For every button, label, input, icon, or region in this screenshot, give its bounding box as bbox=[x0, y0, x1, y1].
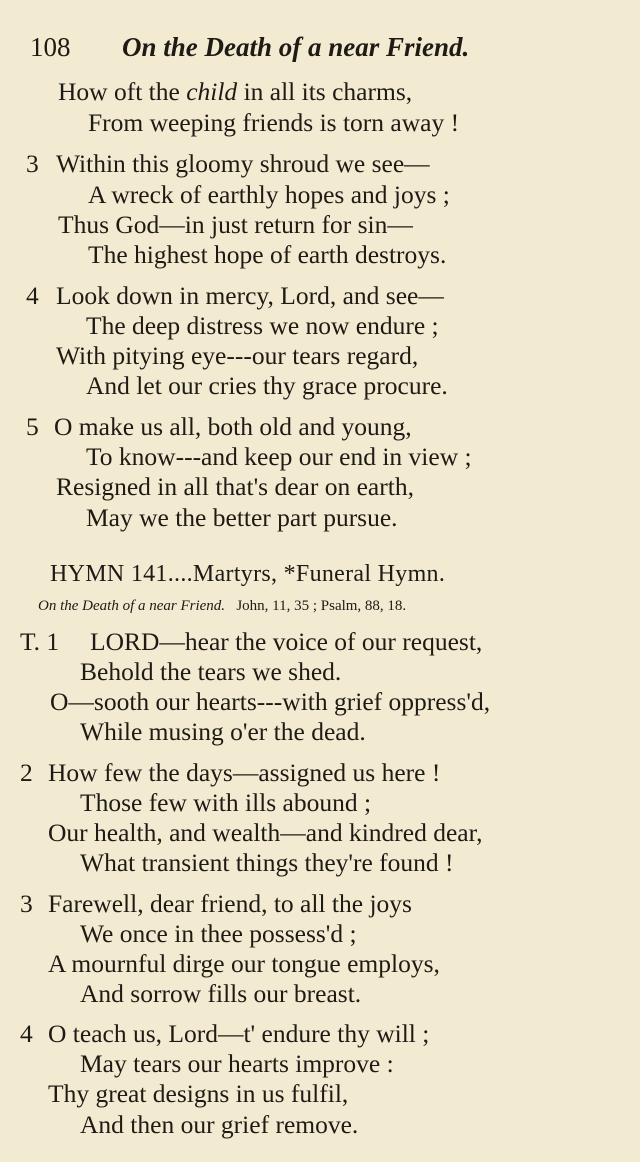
verse-line: O teach us, Lord—t' endure thy will ; bbox=[48, 1019, 430, 1048]
verse-line: O—sooth our hearts---with grief oppress'd, bbox=[50, 687, 491, 716]
verse-line: Those few with ills abound ; bbox=[80, 788, 372, 817]
verse-line: From weeping friends is torn away ! bbox=[88, 108, 460, 137]
verse-line: Look down in mercy, Lord, and see— bbox=[56, 281, 444, 310]
verse-line: May tears our hearts improve : bbox=[80, 1049, 394, 1078]
verse-line: May we the better part pursue. bbox=[86, 503, 398, 532]
stanza-number: 4 bbox=[20, 1019, 33, 1048]
verse-line: Farewell, dear friend, to all the joys bbox=[48, 889, 412, 918]
verse-line: Thus God—in just return for sin— bbox=[58, 210, 413, 239]
verse-line: We once in thee possess'd ; bbox=[80, 919, 357, 948]
page-header bbox=[30, 32, 620, 72]
stanza-number: 2 bbox=[20, 758, 33, 787]
verse-line: And let our cries thy grace procure. bbox=[86, 371, 448, 400]
verse-line: Thy great designs in us fulfil, bbox=[48, 1079, 349, 1108]
hymn-subtitle bbox=[38, 598, 406, 615]
scripture-references: John, 11, 35 ; Psalm, 88, 18. bbox=[236, 598, 407, 614]
verse-line: What transient things they're found ! bbox=[80, 848, 454, 877]
verse-line: With pitying eye---our tears regard, bbox=[56, 341, 419, 370]
verse-line: How few the days—assigned us here ! bbox=[48, 758, 441, 787]
verse-line: A mournful dirge our tongue employs, bbox=[48, 949, 440, 978]
running-title: On the Death of a near Friend. bbox=[122, 32, 470, 62]
verse-line: And then our grief remove. bbox=[80, 1110, 359, 1139]
verse-line: While musing o'er the dead. bbox=[80, 717, 366, 746]
verse-line: And sorrow fills our breast. bbox=[80, 979, 362, 1008]
hymn-title: HYMN 141....Martyrs, *Funeral Hymn. bbox=[50, 561, 446, 587]
stanza-number: 4 bbox=[26, 281, 39, 310]
stanza-number: 3 bbox=[26, 149, 39, 178]
stanza-number: 3 bbox=[20, 889, 33, 918]
verse-line: Resigned in all that's dear on earth, bbox=[56, 472, 414, 501]
hymn-occasion: On the Death of a near Friend. bbox=[38, 598, 226, 614]
verse-line: Our health, and wealth—and kindred dear, bbox=[48, 818, 483, 847]
verse-line: To know---and keep our end in view ; bbox=[86, 442, 472, 471]
verse-line: The deep distress we now endure ; bbox=[86, 311, 439, 340]
verse-line: The highest hope of earth destroys. bbox=[88, 240, 447, 269]
verse-line: A wreck of earthly hopes and joys ; bbox=[88, 180, 450, 209]
page-number: 108 bbox=[30, 32, 71, 62]
verse-line: How oft the child in all its charms, bbox=[58, 77, 413, 106]
verse-line: Within this gloomy shroud we see— bbox=[56, 149, 430, 178]
stanza-number: T. 1 bbox=[20, 627, 60, 656]
verse-line: O make us all, both old and young, bbox=[54, 412, 412, 441]
verse-line: LORD—hear the voice of our request, bbox=[90, 627, 483, 656]
verse-line: Behold the tears we shed. bbox=[80, 657, 342, 686]
stanza-number: 5 bbox=[26, 412, 39, 441]
